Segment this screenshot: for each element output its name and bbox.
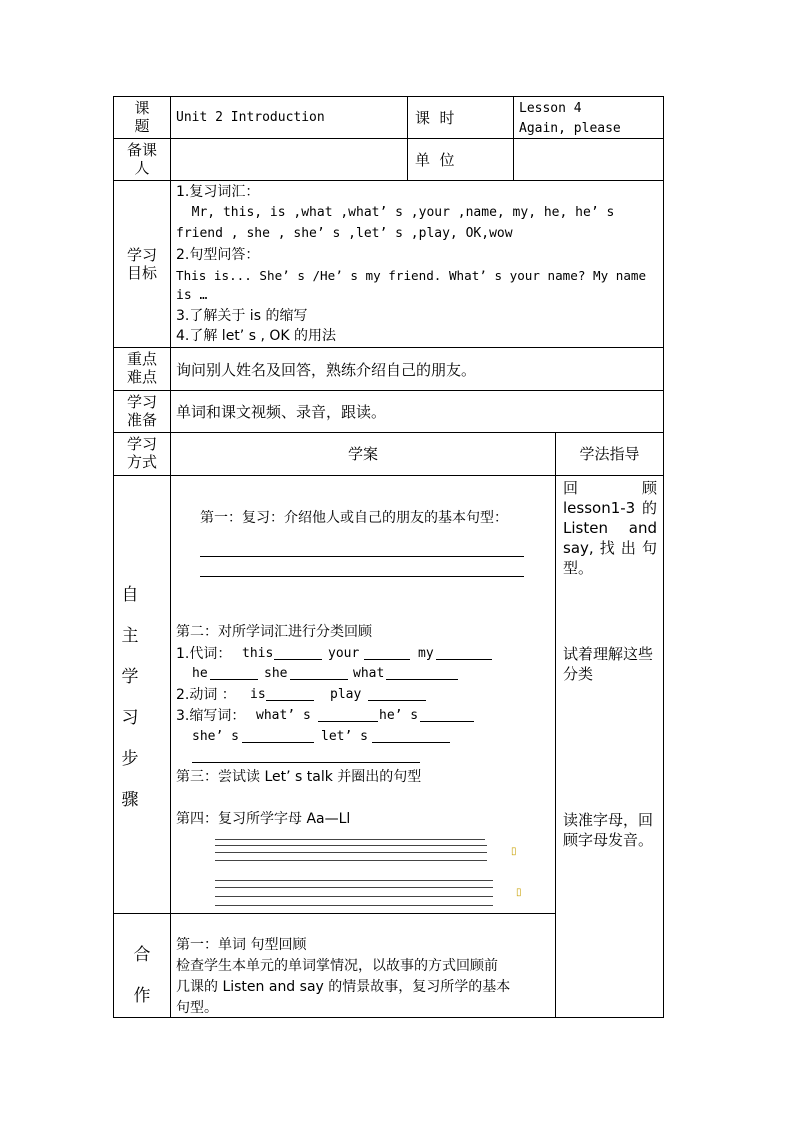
word: he’ s [379, 708, 419, 723]
lesson-number: Lesson 4 [519, 101, 582, 116]
word: what’ s [256, 708, 311, 723]
goal-line: 1.复习词汇： [176, 184, 260, 200]
guide-header: 学法指导 [579, 445, 640, 463]
word: he [192, 666, 208, 681]
goal-line: 2.句型问答： [176, 247, 260, 263]
part3-instruction: 第三：尝试读 Let’ s talk 并圈出的句型 [176, 769, 422, 785]
word: she’ s [192, 729, 239, 744]
fill-blank[interactable] [210, 679, 258, 680]
answer-line[interactable] [200, 576, 524, 577]
title-label: 课 题 [134, 99, 150, 135]
title-value: Unit 2 Introduction [176, 110, 325, 125]
part1-instruction: 第一：复习：介绍他人或自己的朋友的基本句型： [200, 510, 508, 526]
cooperation-title: 第一：单词 句型回顾 [176, 937, 307, 953]
answer-line[interactable] [200, 556, 524, 557]
preparation-label: 学习 准备 [126, 393, 157, 429]
goal-line: This is... She’ s /He’ s my friend. What’ s your name? My name [176, 268, 647, 283]
goals-label: 学习 目标 [126, 246, 157, 282]
verbs-label: 2.动词 ： [176, 687, 236, 703]
fill-blank[interactable] [368, 700, 426, 701]
pronouns-label: 1.代词： [176, 646, 232, 662]
fill-blank[interactable] [386, 679, 458, 680]
fill-blank[interactable] [420, 721, 474, 722]
self-study-label: 自 主 学 习 步 骤 [121, 585, 139, 810]
part4-instruction: 第四：复习所学字母 Aa—Ll [176, 811, 351, 827]
goal-line: 4.了解 let’ s , OK 的用法 [176, 328, 336, 344]
word: is [250, 687, 266, 702]
fill-blank[interactable] [266, 700, 314, 701]
word: this [242, 646, 274, 661]
fill-blank[interactable] [372, 742, 450, 743]
cooperation-line: 检查学生本单元的单词掌情况，以故事的方式回顾前 [176, 958, 498, 974]
marker-icon: ▯ [516, 887, 522, 898]
fill-blank[interactable] [274, 659, 322, 660]
fill-blank[interactable] [436, 659, 492, 660]
cooperation-line: 句型。 [176, 1000, 218, 1016]
preparation-text: 单词和课文视频、录音，跟读。 [176, 403, 387, 421]
goal-line: friend , she , she’ s ,let’ s ,play, OK,wow [176, 226, 513, 241]
plan-header: 学案 [347, 445, 378, 463]
key-points-label: 重点 难点 [126, 350, 157, 386]
guide-letters: 读准字母，回顾字母发音。 [563, 811, 654, 849]
word: my [418, 646, 434, 661]
contractions-label: 3.缩写词： [176, 708, 246, 724]
guide-review: 回 顾 lesson1-3 的 Listen and say,找出句型。 [563, 479, 657, 577]
fill-blank[interactable] [364, 659, 410, 660]
preparer-label: 备课 人 [126, 141, 157, 177]
goal-line: is … [176, 288, 208, 303]
guide-classify: 试着理解这些分类 [563, 645, 654, 683]
cooperation-label: 合 作 [133, 945, 151, 1006]
key-points-text: 询问别人姓名及回答，熟练介绍自己的朋友。 [176, 361, 477, 379]
unit-label: 单 位 [415, 151, 455, 169]
part2-title: 第二：对所学词汇进行分类回顾 [176, 624, 372, 640]
fill-blank[interactable] [290, 679, 348, 680]
word: play [330, 687, 362, 702]
word: what [353, 666, 385, 681]
word: your [328, 646, 360, 661]
goal-line: Mr, this, is ,what ,what’ s ,your ,name, my, he, he’ s [176, 205, 615, 220]
word: she [264, 666, 288, 681]
cooperation-line: 几课的 Listen and say 的情景故事，复习所学的基本 [176, 979, 511, 995]
lesson-subtitle: Again, please [519, 121, 621, 136]
fill-blank[interactable] [242, 742, 314, 743]
fill-blank[interactable] [192, 762, 420, 763]
method-label: 学习 方式 [126, 435, 157, 471]
period-label: 课 时 [415, 109, 455, 127]
fill-blank[interactable] [318, 721, 378, 722]
marker-icon: ▯ [511, 846, 517, 857]
goal-line: 3.了解关于 is 的缩写 [176, 308, 308, 324]
word: let’ s [321, 729, 368, 744]
